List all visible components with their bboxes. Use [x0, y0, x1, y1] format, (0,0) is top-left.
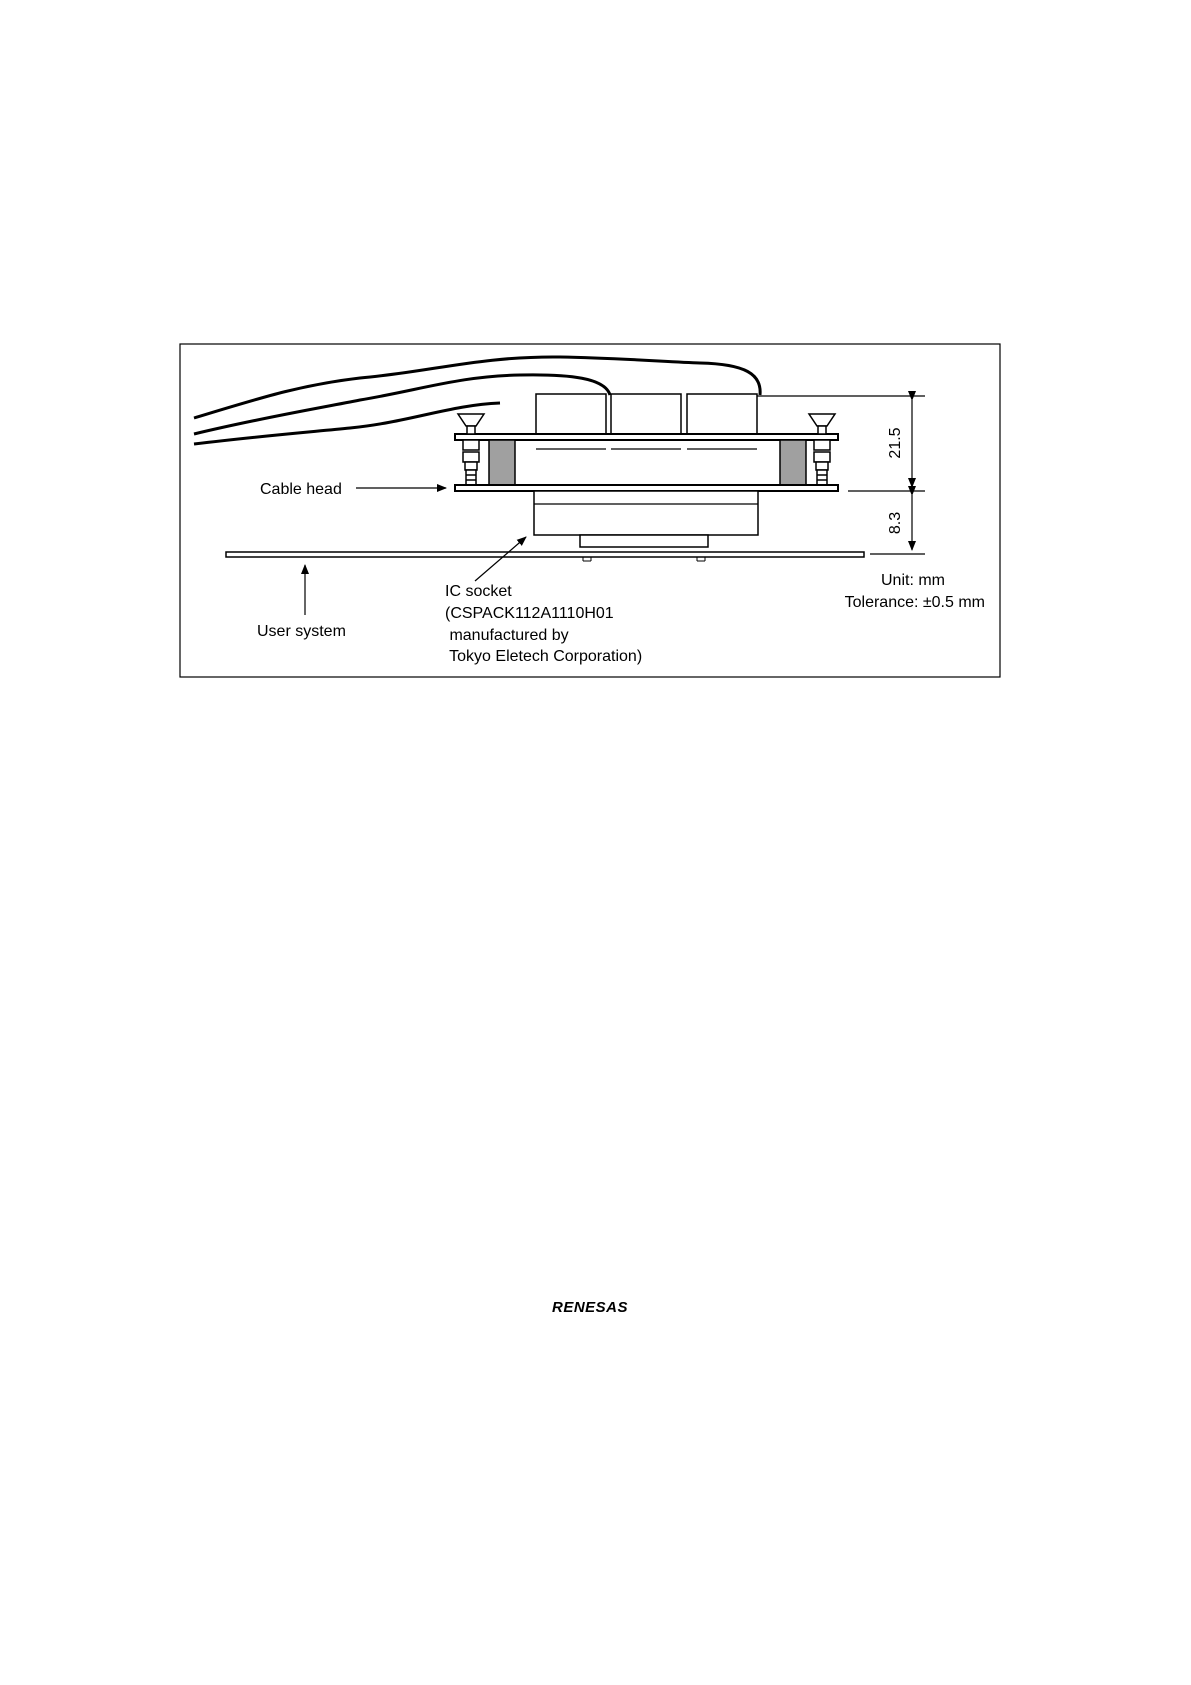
dimension-upper-value: 21.5: [887, 427, 904, 459]
screw-left: [458, 414, 484, 485]
cable-head-label: Cable head: [260, 481, 342, 498]
unit-label: Unit: mm: [881, 572, 945, 589]
screw-right: [809, 414, 835, 485]
user-system-label: User system: [257, 623, 346, 640]
renesas-logo-text: RENESAS: [551, 1299, 629, 1316]
ic-socket-mfr-label-1: manufactured by: [445, 627, 569, 644]
spacer-right: [780, 440, 806, 485]
user-system-board: [226, 552, 864, 557]
renesas-logo: [552, 1299, 628, 1316]
connector-blocks: [536, 394, 757, 438]
cable-head-bottom-board: [455, 485, 838, 491]
ic-socket-part-label: (CSPACK112A1110H01: [445, 605, 614, 622]
ic-socket-body: [534, 491, 758, 535]
ic-socket-label: IC socket: [445, 583, 512, 600]
ic-socket-foot: [580, 535, 708, 547]
tolerance-label: Tolerance: ±0.5 mm: [844, 594, 985, 611]
dimension-lower-value: 8.3: [887, 511, 904, 535]
cable-head-top-board: [455, 434, 838, 440]
ic-socket-mfr-label-2: Tokyo Eletech Corporation): [445, 648, 643, 665]
spacer-left: [489, 440, 515, 485]
